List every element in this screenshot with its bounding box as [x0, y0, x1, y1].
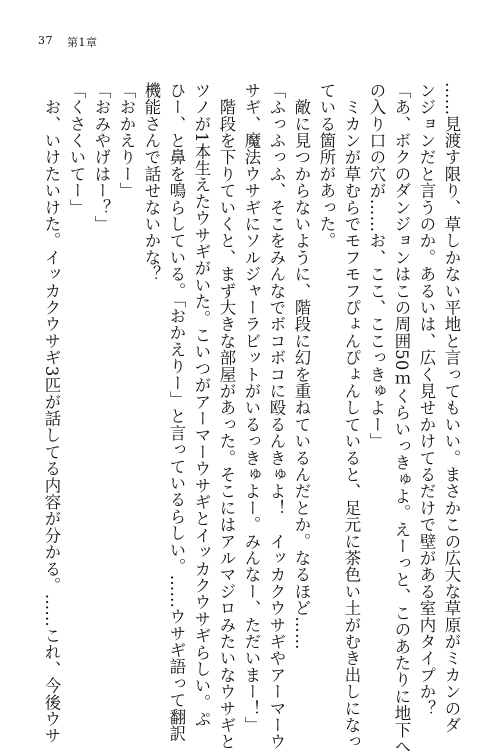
text-line: ……見渡す限り、草しかない平地と言ってもいい。まさかこの広大な草原がミカンのダ	[442, 82, 461, 734]
text-line: ンジョンだと言うのか。あるいは、広く見せかけてるだけで壁がある室内タイプか？	[417, 82, 436, 717]
text-line: ツノが1本生えたウサギがいた。こいつがアーマーウサギとイッカクウサギらしい。ぷ	[192, 82, 211, 728]
text-line: ている箇所があった。	[317, 82, 336, 249]
text-line: 「あ、ボクのダンジョンはこの周囲50ｍくらいっきゅよ。えーっと、このあたりに地下へ	[392, 82, 411, 755]
text-line: 「くさくいてー」	[67, 82, 86, 216]
text-line: 階段を下りていくと、まず大きな部屋があった。そこにはアルマジロみたいなウサギと	[217, 82, 236, 750]
body-text	[39, 82, 464, 755]
chapter-title: 第1章	[67, 36, 98, 49]
page-number: 37	[38, 34, 53, 47]
text-line: 「おみやげはー？」	[92, 82, 111, 233]
text-line: ひー、と鼻を鳴らしている。「おかえりー」と言っているらしい。……ウサギ語って翻訳	[167, 82, 186, 742]
text-line: サギ、魔法ウサギにソルジャーラビットがいるっきゅよー。みんなー、ただいまー！」	[242, 82, 261, 734]
text-line: 「ふっふっふ、そこをみんなでボコボコに殴るんきゅよ！ イッカクウサギやアーマーウ	[267, 82, 286, 750]
text-line: の入り口の穴が……お、ここ、ここっきゅよー」	[367, 82, 386, 450]
text-line: お、いけたいけた。イッカクウサギ3匹が話してる内容が分かる。……これ、今後ウサ	[42, 82, 61, 745]
text-line: 敵に見つからないように、階段に幻を重ねているんだとか。なるほど……	[292, 82, 311, 650]
text-line: ミカンが草むらでモフモフぴょんぴょんしていると、足元に茶色い土がむき出しになっ	[342, 82, 361, 750]
page-header	[38, 34, 98, 50]
text-line: 機能さんで話せないかな？	[142, 82, 161, 283]
text-line: 「おかえりー」	[117, 82, 136, 199]
